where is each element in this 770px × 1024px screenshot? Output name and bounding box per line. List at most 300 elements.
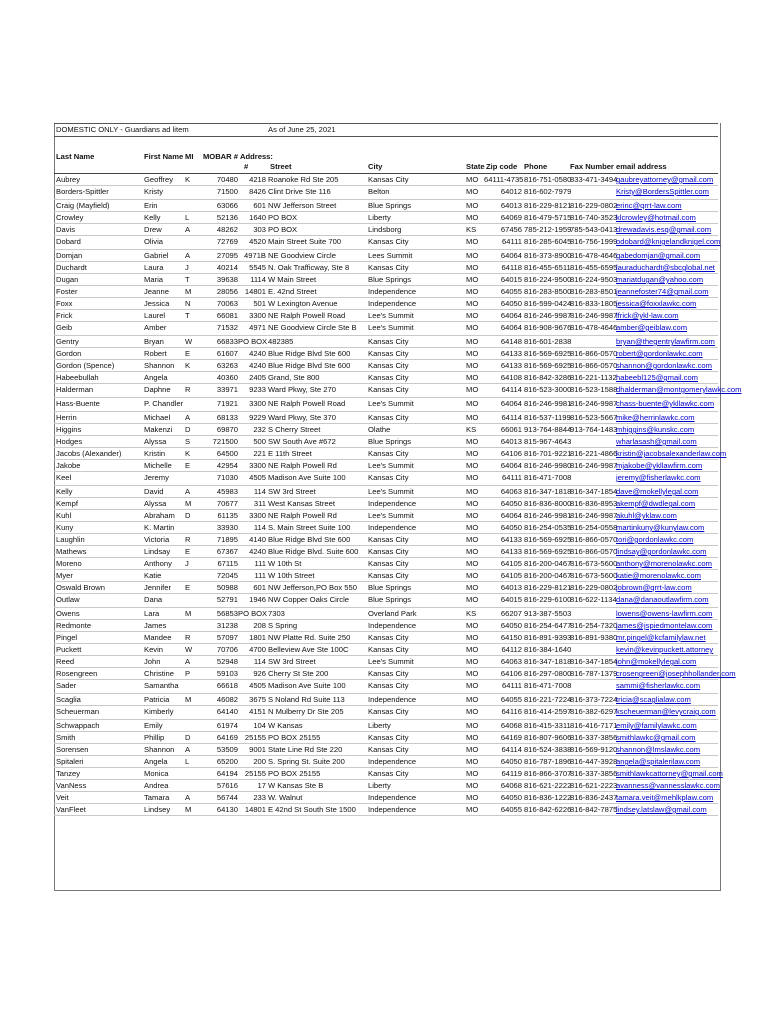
email-link[interactable]: Kristy@BordersSpittler.com bbox=[616, 187, 709, 196]
last-name-cell: Kelly bbox=[56, 487, 73, 496]
phone-cell: 816-866-3707 bbox=[524, 769, 572, 778]
table-row bbox=[54, 174, 718, 186]
table-row bbox=[54, 534, 718, 546]
phone-cell: 816-537-1199 bbox=[524, 413, 571, 422]
phone-cell: 785-212-1959 bbox=[524, 225, 572, 234]
phone-cell: 816-347-1818 bbox=[524, 487, 572, 496]
last-name-cell: Kuny bbox=[56, 523, 74, 532]
phone-cell: 816-297-0800 bbox=[524, 669, 572, 678]
phone-cell: 816-224-9500 bbox=[524, 275, 572, 284]
street-number-cell: 2405 bbox=[249, 373, 266, 382]
mi-cell: D bbox=[185, 511, 191, 520]
first-name-cell: Kevin bbox=[144, 645, 163, 654]
street-number-cell: 3300 bbox=[249, 399, 266, 408]
phone-cell: 816-229-8121 bbox=[524, 201, 572, 210]
email-link[interactable]: erinc@qrrt-law.com bbox=[616, 201, 682, 210]
mobar-cell: 70480 bbox=[216, 175, 238, 184]
street-number-cell: 4240 bbox=[249, 349, 266, 358]
col-state: State bbox=[466, 162, 485, 171]
email-link[interactable]: robert@gordonlawkc.com bbox=[616, 349, 703, 358]
mobar-cell: 64500 bbox=[216, 449, 238, 458]
phone-cell: 816-807-9606 bbox=[524, 733, 572, 742]
last-name-cell: Aubrey bbox=[56, 175, 81, 184]
col-mobar: MOBAR # bbox=[202, 152, 238, 161]
zip-cell: 64108 bbox=[500, 373, 522, 382]
first-name-cell: James bbox=[144, 621, 167, 630]
last-name-cell: Duchardt bbox=[56, 263, 87, 272]
email-link[interactable]: kevin@kevinpuckett.attorney bbox=[616, 645, 714, 654]
city-cell: Independence bbox=[368, 793, 417, 802]
city-cell: Kansas City bbox=[368, 263, 409, 272]
street-cell: Roanoke Rd Ste 205 bbox=[268, 175, 339, 184]
table-row bbox=[54, 720, 718, 732]
city-cell: Liberty bbox=[368, 213, 391, 222]
mobar-cell: 67115 bbox=[217, 559, 238, 568]
phone-cell: 816-569-6925 bbox=[524, 349, 572, 358]
email-link[interactable]: dana@danaoutlawfirm.com bbox=[616, 595, 709, 604]
first-name-cell: Mandee bbox=[144, 633, 172, 642]
table-row bbox=[54, 756, 718, 768]
fax-cell: 816-836-8953 bbox=[570, 499, 618, 508]
table-row bbox=[54, 780, 718, 792]
first-name-cell: Michael bbox=[144, 413, 171, 422]
street-cell: Clint Drive Ste 116 bbox=[268, 187, 331, 196]
zip-cell: 64050 bbox=[500, 299, 522, 308]
mi-cell: R bbox=[185, 385, 191, 394]
first-name-cell: Olivia bbox=[144, 237, 163, 246]
state-cell: MO bbox=[466, 571, 479, 580]
street-number-cell: 4520 bbox=[249, 237, 266, 246]
email-link[interactable]: tricia@scaglialaw.com bbox=[616, 695, 691, 704]
street-cell: Ward Pkwy, Ste 370 bbox=[268, 413, 336, 422]
first-name-cell: Robert bbox=[144, 349, 167, 358]
zip-cell: 64013 bbox=[500, 437, 522, 446]
email-link[interactable]: jeannefoster74@gmail.com bbox=[616, 287, 709, 296]
email-link[interactable]: lauraduchardt@sbcglobal.net bbox=[616, 263, 715, 272]
mi-cell: K bbox=[185, 449, 191, 458]
email-link[interactable]: akempf@dwdlegal.com bbox=[616, 499, 696, 508]
mi-cell: W bbox=[185, 645, 193, 654]
state-cell: MO bbox=[466, 275, 479, 284]
city-cell: Kansas City bbox=[368, 681, 409, 690]
email-link[interactable]: avanness@vannesslawkc.com bbox=[616, 781, 720, 790]
email-link[interactable]: jobrown@qrrt-law.com bbox=[616, 583, 692, 592]
last-name-cell: Jacobs (Alexander) bbox=[56, 449, 122, 458]
table-row bbox=[54, 200, 718, 212]
street-cell: NW Copper Oaks Circle bbox=[268, 595, 350, 604]
city-cell: Lee's Summit bbox=[368, 399, 414, 408]
phone-cell: 816-283-8500 bbox=[524, 287, 572, 296]
email-link[interactable]: lindsay@gordonlawkc.com bbox=[616, 547, 707, 556]
city-cell: Lee's Summit bbox=[368, 511, 414, 520]
state-cell: MO bbox=[466, 237, 479, 246]
email-link[interactable]: mike@herrinlawkc.com bbox=[616, 413, 695, 422]
email-link[interactable]: gaubreyattorney@gmail.com bbox=[616, 175, 714, 184]
table-row bbox=[54, 656, 718, 668]
street-cell: Blue Ridge Blvd Ste 600 bbox=[268, 349, 351, 358]
email-link[interactable]: james@jspiedmontelaw.com bbox=[616, 621, 713, 630]
state-cell: MO bbox=[466, 399, 479, 408]
last-name-cell: Foster bbox=[56, 287, 78, 296]
first-name-cell: David bbox=[144, 487, 164, 496]
state-cell: MO bbox=[466, 621, 479, 630]
mi-cell: E bbox=[185, 583, 191, 592]
street-cell: Belleview Ave Ste 100C bbox=[268, 645, 349, 654]
mi-cell: A bbox=[185, 745, 191, 754]
mi-cell: A bbox=[185, 487, 191, 496]
first-name-cell: Bryan bbox=[144, 337, 164, 346]
email-link[interactable]: tamara.veit@mehlkplaw.com bbox=[616, 793, 714, 802]
last-name-cell: Veit bbox=[56, 793, 69, 802]
city-cell: Kansas City bbox=[368, 361, 409, 370]
email-link[interactable]: smithlawkc@gmail.com bbox=[616, 733, 696, 742]
email-link[interactable]: lindsey.latslaw@gmail.com bbox=[616, 805, 707, 814]
last-name-cell: Gordon (Spence) bbox=[56, 361, 115, 370]
street-number-cell: 1114 bbox=[250, 275, 266, 284]
street-cell: NE Goodview Circle bbox=[268, 251, 336, 260]
street-number-cell: 4505 bbox=[249, 681, 266, 690]
street-number-cell: 233 bbox=[253, 793, 266, 802]
email-link[interactable]: habeebl125@gmail.com bbox=[616, 373, 699, 382]
mobar-cell: 66618 bbox=[216, 681, 238, 690]
street-cell: N. Oak Trafficway, Ste 8 bbox=[268, 263, 350, 272]
zip-cell: 64114 bbox=[501, 385, 522, 394]
street-number-cell: 25155 bbox=[244, 733, 266, 742]
mobar-cell: 39638 bbox=[216, 275, 238, 284]
first-name-cell: Lindsay bbox=[144, 547, 171, 556]
table-row bbox=[54, 186, 718, 200]
street-cell: NE Ralph Powell Road bbox=[268, 311, 346, 320]
phone-cell: 816-836-1222 bbox=[524, 793, 572, 802]
email-link[interactable]: kscheuerman@levycraig.com bbox=[616, 707, 716, 716]
street-cell: SW 3rd Street bbox=[268, 487, 316, 496]
street-number-cell: 311 bbox=[253, 499, 266, 508]
city-cell: Lee's Summit bbox=[368, 657, 414, 666]
city-cell: Independence bbox=[368, 805, 417, 814]
zip-cell: 64064 bbox=[500, 511, 522, 520]
fax-cell: 816-221-4866 bbox=[570, 449, 618, 458]
state-cell: MO bbox=[466, 669, 479, 678]
fax-cell: 816-373-7224 bbox=[570, 695, 618, 704]
first-name-cell: Abraham bbox=[144, 511, 175, 520]
mi-cell: J bbox=[185, 559, 189, 568]
phone-cell: 816-602-7979 bbox=[524, 187, 572, 196]
first-name-cell: P. Chandler bbox=[144, 399, 184, 408]
col-mi: MI bbox=[185, 152, 194, 161]
mobar-cell: 40360 bbox=[216, 373, 238, 382]
street-cell: W Lexington Avenue bbox=[268, 299, 338, 308]
fax-cell: 816-337-3856 bbox=[570, 769, 618, 778]
email-link[interactable]: amber@geiblaw.com bbox=[616, 323, 688, 332]
fax-cell: 816-246-9987 bbox=[570, 311, 618, 320]
fax-cell: 816-455-6595 bbox=[570, 263, 618, 272]
city-cell: Lee's Summit bbox=[368, 311, 414, 320]
fax-cell: 816-740-3523 bbox=[570, 213, 618, 222]
email-link[interactable]: martinkuny@kunylaw.com bbox=[616, 523, 705, 532]
email-link[interactable]: smithlawkcattorney@gmail.com bbox=[616, 769, 723, 778]
email-link[interactable]: shannon@gordonlawkc.com bbox=[616, 361, 712, 370]
email-link[interactable]: dave@mokellylegal.com bbox=[616, 487, 699, 496]
first-name-cell: Jeremy bbox=[144, 473, 169, 482]
zip-cell: 64150 bbox=[500, 633, 522, 642]
email-link[interactable]: mariatdugan@yahoo.com bbox=[616, 275, 704, 284]
email-link[interactable]: tori@gordonlawkc.com bbox=[616, 535, 694, 544]
first-name-cell: Michelle bbox=[144, 461, 172, 470]
street-number-cell: 601 bbox=[253, 201, 266, 210]
state-cell: MO bbox=[466, 595, 479, 604]
fax-cell: 816-337-3856 bbox=[570, 733, 618, 742]
city-cell: Blue Springs bbox=[368, 583, 412, 592]
mobar-cell: 64140 bbox=[216, 707, 238, 716]
last-name-cell: Gentry bbox=[56, 337, 79, 346]
table-row bbox=[54, 348, 718, 360]
street-number-cell: 3300 bbox=[249, 311, 266, 320]
state-cell: MO bbox=[466, 707, 479, 716]
zip-cell: 64116 bbox=[501, 707, 522, 716]
mobar-cell: 61135 bbox=[217, 511, 238, 520]
mobar-cell: 57097 bbox=[216, 633, 238, 642]
zip-cell: 64069 bbox=[500, 213, 522, 222]
zip-cell: 64050 bbox=[500, 621, 522, 630]
fax-cell: 816-866-0570 bbox=[570, 361, 618, 370]
email-link[interactable]: wharlasash@gmail.com bbox=[616, 437, 697, 446]
street-cell: S Cherry Street bbox=[268, 425, 321, 434]
phone-cell: 816-891-9393 bbox=[524, 633, 572, 642]
mobar-cell: 71030 bbox=[216, 473, 238, 482]
last-name-cell: Domjan bbox=[56, 251, 83, 260]
email-link[interactable]: drewadavis.esq@gmail.com bbox=[616, 225, 712, 234]
phone-cell: 816-285-6045 bbox=[524, 237, 572, 246]
fax-cell: 816-224-9503 bbox=[570, 275, 618, 284]
state-cell: KS bbox=[466, 609, 477, 618]
mobar-cell: 70063 bbox=[216, 299, 238, 308]
fax-cell: 816-866-0570 bbox=[570, 547, 618, 556]
last-name-cell: Moreno bbox=[56, 559, 82, 568]
street-number-cell: 9001 bbox=[249, 745, 266, 754]
zip-cell: 64015 bbox=[500, 595, 522, 604]
street-cell: NW Jefferson Street bbox=[268, 201, 337, 210]
fax-cell: 816-833-1805 bbox=[570, 299, 618, 308]
state-cell: MO bbox=[466, 311, 479, 320]
last-name-cell: Schwappach bbox=[56, 721, 100, 730]
phone-cell: 816-842-3286 bbox=[524, 373, 572, 382]
mi-cell: R bbox=[185, 535, 191, 544]
state-cell: MO bbox=[466, 461, 479, 470]
last-name-cell: Smith bbox=[56, 733, 76, 742]
mi-cell: M bbox=[185, 609, 192, 618]
mi-cell: D bbox=[185, 733, 191, 742]
column-header-row bbox=[54, 151, 718, 174]
state-cell: MO bbox=[466, 721, 479, 730]
mobar-cell: 56853 bbox=[216, 609, 238, 618]
last-name-cell: Dugan bbox=[56, 275, 79, 284]
state-cell: MO bbox=[466, 187, 479, 196]
fax-cell: 816-478-4646 bbox=[570, 251, 618, 260]
table-row bbox=[54, 582, 718, 594]
street-cell: S Spring bbox=[268, 621, 298, 630]
col-last-name: Last Name bbox=[56, 152, 95, 161]
first-name-cell: Erin bbox=[144, 201, 158, 210]
email-link[interactable]: chass-buente@ykllawkc.com bbox=[616, 399, 715, 408]
first-name-cell: Jennifer bbox=[144, 583, 172, 592]
last-name-cell: Keel bbox=[56, 473, 72, 482]
fax-cell: 816-673-5600 bbox=[570, 559, 618, 568]
phone-cell: 816-200-0467 bbox=[524, 571, 572, 580]
zip-cell: 64111-4735 bbox=[484, 175, 524, 184]
last-name-cell: Laughlin bbox=[56, 535, 85, 544]
street-cell: West Kansas Street bbox=[268, 499, 335, 508]
zip-cell: 64068 bbox=[500, 721, 522, 730]
email-link[interactable]: mjakobe@ykllawfirm.com bbox=[616, 461, 703, 470]
street-cell: Madison Ave Suite 100 bbox=[268, 681, 346, 690]
street-number-cell: 500 bbox=[253, 437, 266, 446]
email-link[interactable]: angela@spitalerilaw.com bbox=[616, 757, 701, 766]
first-name-cell: Alyssa bbox=[144, 437, 167, 446]
city-cell: Independence bbox=[368, 757, 417, 766]
email-link[interactable]: crosengreen@josephhollander.com bbox=[616, 669, 736, 678]
table-row bbox=[54, 570, 718, 582]
mobar-cell: 66081 bbox=[216, 311, 238, 320]
last-name-cell: Sorensen bbox=[56, 745, 89, 754]
zip-cell: 64055 bbox=[500, 805, 522, 814]
state-cell: KS bbox=[466, 225, 477, 234]
phone-cell: 816-471-7008 bbox=[524, 473, 572, 482]
fax-cell: 816-621-2223 bbox=[570, 781, 618, 790]
first-name-cell: Katie bbox=[144, 571, 162, 580]
email-link[interactable]: kristin@jacobsalexanderlaw.com bbox=[616, 449, 727, 458]
email-link[interactable]: gabedomjan@gmail.com bbox=[616, 251, 701, 260]
email-link[interactable]: katie@morenolawkc.com bbox=[616, 571, 701, 580]
street-number-cell: 3300 bbox=[249, 461, 266, 470]
street-number-cell: 1946 bbox=[249, 595, 266, 604]
street-number-cell: 4971 bbox=[249, 323, 266, 332]
email-link[interactable]: shannon@lmslawkc.com bbox=[616, 745, 701, 754]
last-name-cell: VanFleet bbox=[56, 805, 86, 814]
phone-cell: 816-246-9981 bbox=[524, 399, 572, 408]
state-cell: MO bbox=[466, 337, 479, 346]
email-link[interactable]: sammi@fisherlawkc.com bbox=[616, 681, 701, 690]
fax-cell: 816-229-0802 bbox=[570, 201, 618, 210]
email-link[interactable]: jessica@foxxlawkc.com bbox=[616, 299, 697, 308]
phone-cell: 816-601-2838 bbox=[524, 337, 572, 346]
zip-cell: 64050 bbox=[500, 523, 522, 532]
city-cell: Independence bbox=[368, 299, 417, 308]
email-link[interactable]: mr.pingel@kcfamilylaw.net bbox=[616, 633, 706, 642]
table-row bbox=[54, 680, 718, 694]
street-number-cell: 208 bbox=[253, 621, 266, 630]
zip-cell: 64064 bbox=[500, 399, 522, 408]
first-name-cell: Phillip bbox=[144, 733, 165, 742]
last-name-cell: Pingel bbox=[56, 633, 78, 642]
street-number-cell: 4971B bbox=[244, 251, 266, 260]
table-row bbox=[54, 768, 723, 780]
last-name-cell: Reed bbox=[56, 657, 75, 666]
fax-cell: 816-447-3928 bbox=[570, 757, 618, 766]
first-name-cell: Angela bbox=[144, 373, 168, 382]
state-cell: MO bbox=[466, 633, 479, 642]
last-name-cell: Davis bbox=[56, 225, 75, 234]
street-cell: State Line Rd Ste 220 bbox=[268, 745, 343, 754]
city-cell: Liberty bbox=[368, 721, 391, 730]
zip-cell: 64068 bbox=[500, 781, 522, 790]
table-row bbox=[54, 412, 718, 424]
last-name-cell: VanNess bbox=[56, 781, 87, 790]
state-cell: MO bbox=[466, 437, 479, 446]
last-name-cell: Foxx bbox=[56, 299, 73, 308]
zip-cell: 64050 bbox=[500, 793, 522, 802]
email-link[interactable]: john@mokellylegal.com bbox=[616, 657, 697, 666]
city-cell: Independence bbox=[368, 621, 417, 630]
state-cell: MO bbox=[466, 373, 479, 382]
zip-cell: 64105 bbox=[500, 571, 522, 580]
email-link[interactable]: jeremy@fisherlawkc.com bbox=[616, 473, 701, 482]
email-link[interactable]: lfrick@ykl-law.com bbox=[616, 311, 679, 320]
street-number-cell: 9229 bbox=[249, 413, 266, 422]
col-phone: Phone bbox=[524, 162, 548, 171]
email-link[interactable]: anthony@morenolawkc.com bbox=[616, 559, 712, 568]
email-link[interactable]: emily@familylawkc.com bbox=[616, 721, 697, 730]
city-cell: Independence bbox=[368, 499, 417, 508]
last-name-cell: Rosengreen bbox=[56, 669, 98, 678]
last-name-cell: Redmonte bbox=[56, 621, 92, 630]
table-row bbox=[54, 460, 718, 472]
street-number-cell: 8426 bbox=[249, 187, 266, 196]
state-cell: MO bbox=[466, 681, 479, 690]
city-cell: Olathe bbox=[368, 425, 391, 434]
first-name-cell: Victoria bbox=[144, 535, 170, 544]
email-link[interactable]: akuhl@yklaw.com bbox=[616, 511, 677, 520]
zip-cell: 64133 bbox=[500, 349, 522, 358]
street-cell: SW 3rd Street bbox=[268, 657, 316, 666]
street-number-cell: 221 bbox=[253, 449, 266, 458]
zip-cell: 64119 bbox=[501, 769, 522, 778]
city-cell: Lee's Summit bbox=[368, 461, 414, 470]
zip-cell: 67456 bbox=[500, 225, 522, 234]
zip-cell: 66207 bbox=[500, 609, 522, 618]
fax-cell: 816-836-2437 bbox=[570, 793, 618, 802]
mobar-cell: 64130 bbox=[216, 805, 238, 814]
last-name-cell: Frick bbox=[56, 311, 73, 320]
street-cell: NE Goodview Circle Ste B bbox=[268, 323, 357, 332]
email-link[interactable]: klcrowley@hotmail.com bbox=[616, 213, 696, 222]
first-name-cell: Kristin bbox=[144, 449, 166, 458]
zip-cell: 64114 bbox=[501, 413, 522, 422]
email-link[interactable]: odobard@knigelandknigel.com bbox=[616, 237, 721, 246]
city-cell: Overland Park bbox=[368, 609, 417, 618]
mi-cell: M bbox=[185, 805, 192, 814]
mobar-cell: 52948 bbox=[216, 657, 238, 666]
zip-cell: 64055 bbox=[500, 287, 522, 296]
state-cell: MO bbox=[466, 251, 479, 260]
email-link[interactable]: mhiggins@kunskc.com bbox=[616, 425, 695, 434]
email-link[interactable]: bryan@thegentrylawfirm.com bbox=[616, 337, 715, 346]
email-link[interactable]: dhalderman@montgomerylawkc.com bbox=[616, 385, 742, 394]
state-cell: MO bbox=[466, 547, 479, 556]
zip-cell: 64012 bbox=[500, 187, 522, 196]
table-row bbox=[54, 644, 718, 656]
state-cell: MO bbox=[466, 473, 479, 482]
email-link[interactable]: lowens@owens-lawfirm.com bbox=[616, 609, 713, 618]
col-address: Address: bbox=[240, 152, 273, 161]
last-name-cell: Oswald Brown bbox=[56, 583, 105, 592]
zip-cell: 64111 bbox=[502, 473, 522, 482]
state-cell: MO bbox=[466, 263, 479, 272]
fax-cell: 833-471-3494 bbox=[570, 175, 618, 184]
street-number-cell: 14801 bbox=[244, 805, 266, 814]
phone-cell: 816-523-3000 bbox=[524, 385, 572, 394]
table-row bbox=[54, 744, 718, 756]
fax-cell: 816-254-0558 bbox=[570, 523, 618, 532]
